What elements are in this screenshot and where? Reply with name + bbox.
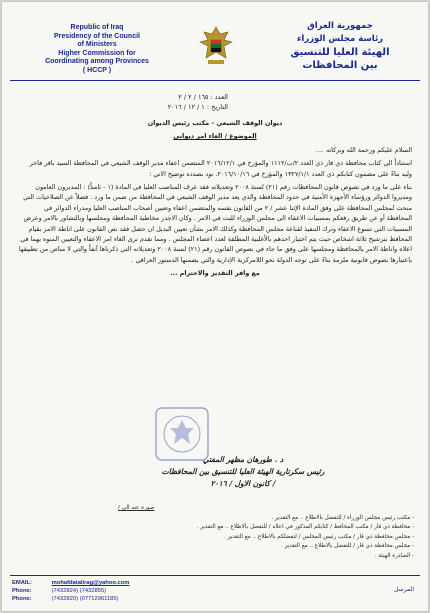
letterhead-en-line: ( HCCP ) xyxy=(82,66,112,74)
footer-sender-label: المرسل xyxy=(394,586,414,593)
letter-body xyxy=(18,118,412,282)
phone-numbers: (7432824) (7432855) xyxy=(51,588,107,594)
letterhead-ar-line: الهيئة العليا للتنسيق xyxy=(290,47,390,58)
greeting: السلام عليكم ورحمة الله وبركاته .... xyxy=(315,145,412,154)
signatory-title: رئيس سكرتارية الهيئة العليا للتنسيق بين المحافظات xyxy=(161,467,325,476)
header-divider xyxy=(10,80,420,81)
copies-heading: صورة عنه الى / xyxy=(118,505,155,511)
subject-line: الموضوع / الغاء امر ديواني xyxy=(173,132,257,141)
footer-contacts xyxy=(12,579,272,603)
phone-row xyxy=(12,595,272,603)
reference-number: العدد : ١٦٥ / ٢ / ٢ xyxy=(178,93,228,101)
copy-item: - مجلس محافظة ذي قار / مكتب رئيس المجلس / لتفضلكم بالاطلاع .. مع التقدير . xyxy=(224,533,414,540)
letterhead-en-line: Higher Commission for xyxy=(58,49,136,57)
letter-page xyxy=(2,2,428,611)
closing-line: مع وافر التقدير والاحترام ... xyxy=(170,269,260,278)
paragraph: بناء على ما ورد في نصوص قانون المحافظات رقم (٢١) لسنة ٢٠٠٨ وتعديلاته فقد عرف المناصب العليا في المادة (١ - ثامناً) : المديرون العامون ومديروا الدوائر ورؤساء الأجهزة الأمنية في حدود المحافظة والذي يعد مدير الوقف الشيعي في المحافظة من ضمن ما ورد . فضلاً عن الصلاحيات التي منحت لمجلس المحافظة على وفق المادة الإثنا عشر / ٢ من القانون نفسه والمتضمن اعفاء وتعيين أصحاب المناصب العليا ومدراء الدوائر في المحافظة أو عن طريق رفعكم بمسببات الاعفاء الى مجلس الوزراء للبت في الامر . وكان الاجدر مخاطبة المحافظة ومجلسها وبالتشاور بالامر وعرض المسببات التي تسوغ الاعفاء وترك التنفيذ لقناعة مجلس المحافظة وكذلك الامر بشأن تعيين البديل ان حصل فقد نص القانون على اناطة الامر بقيام المحافظ بترشيح ثلاثة اشخاص حيث يتم اختيار احدهم بالأغلبية المطلقة لعدد اعضاء المجلس . ومما تقدم نرى الغاء امر الاعفاء والتعيين المنوه بهما في اعلاه واناطة الامر بالمحافظة ومجلسها على وفق ما جاء في نصوص القانون رقم (٢١) لسنة ٢٠٠٨ وتعديلاته التي ذكرناها آنفاً والتي لا مناص من تطبيقها باعتبارها نصوص قانونية ملزمة بناءً على توجه الدولة نحو اللامركزية الإدارية والتي يضمنها الدستور العراقي . xyxy=(18,183,412,264)
letterhead-en-line: Presidency of the Council xyxy=(54,32,140,40)
copy-item: - مكتب رئيس مجلس الوزراء / للتفضل بالاطلاع .. مع التقدير . xyxy=(271,514,414,521)
signature-date: / كانون الاول / ٢٠١٦ xyxy=(210,479,276,488)
signatory-name: د . طورهان مظهر المفتي xyxy=(202,455,284,464)
letterhead-ar-line: جمهورية العراق xyxy=(307,21,373,31)
reference-date: التاريخ : ١ / ١٢ / ٢٠١٦ xyxy=(167,103,228,111)
copy-item: - مجلس محافظة ذي قار / للتفضل بالاطلاع .. مع التقدير . xyxy=(281,543,414,549)
email-link[interactable]: mohafdatalirag@yahoo.com xyxy=(51,580,130,586)
copies-list xyxy=(114,504,414,561)
letterhead-ar-line: بين المحافظات xyxy=(302,60,378,71)
letterhead-ar-line: رئاسة مجلس الوزراء xyxy=(296,34,384,44)
letterhead-arabic xyxy=(260,20,420,72)
phone-label: Phone: xyxy=(12,588,32,594)
paragraph: استناداً الى كتاب محافظة ذي قار ذي العدد ٢/ب/١١١٢ والمؤرخ في ٢٠١٦/١٢/١ المتضمن اعفاء مدير الوقف الشيعي في المحافظة السيد باقر فاخر وليد بناءً على مضمون كتابكم ذي العدد ١٣٢٧/١/١ والمؤرخ في ٢٠١٦/١٠/١٦. نود بصدده توضيح الاتي : xyxy=(29,159,412,178)
copy-item: - محافظة ذي قار / مكتب المحافظ / كتابكم المذكور في اعلاه / للتفضل بالاطلاع .. مع التقدير . xyxy=(196,524,414,530)
letterhead-en-line: of Ministers xyxy=(77,41,117,48)
addressee: ديوان الوقف الشيعي - مكتب رئيس الديوان xyxy=(147,119,283,127)
phone-label: Phone: xyxy=(12,596,32,602)
reference-block xyxy=(138,92,228,112)
letterhead-en-line: Republic of Iraq xyxy=(70,24,124,31)
iraq-eagle-emblem-icon xyxy=(198,24,234,68)
letterhead-english xyxy=(12,24,182,75)
copy-item: - الصادرة الهيئة . xyxy=(374,552,414,559)
email-row xyxy=(12,579,272,587)
letterhead-en-line: Coordinating among Provinces xyxy=(45,58,149,65)
phone-row xyxy=(12,587,272,595)
signature-block xyxy=(128,454,358,490)
footer-divider xyxy=(10,575,420,576)
phone-numbers: (7432820) (07712961185) xyxy=(51,596,119,602)
email-label: EMAIL: xyxy=(12,580,32,586)
